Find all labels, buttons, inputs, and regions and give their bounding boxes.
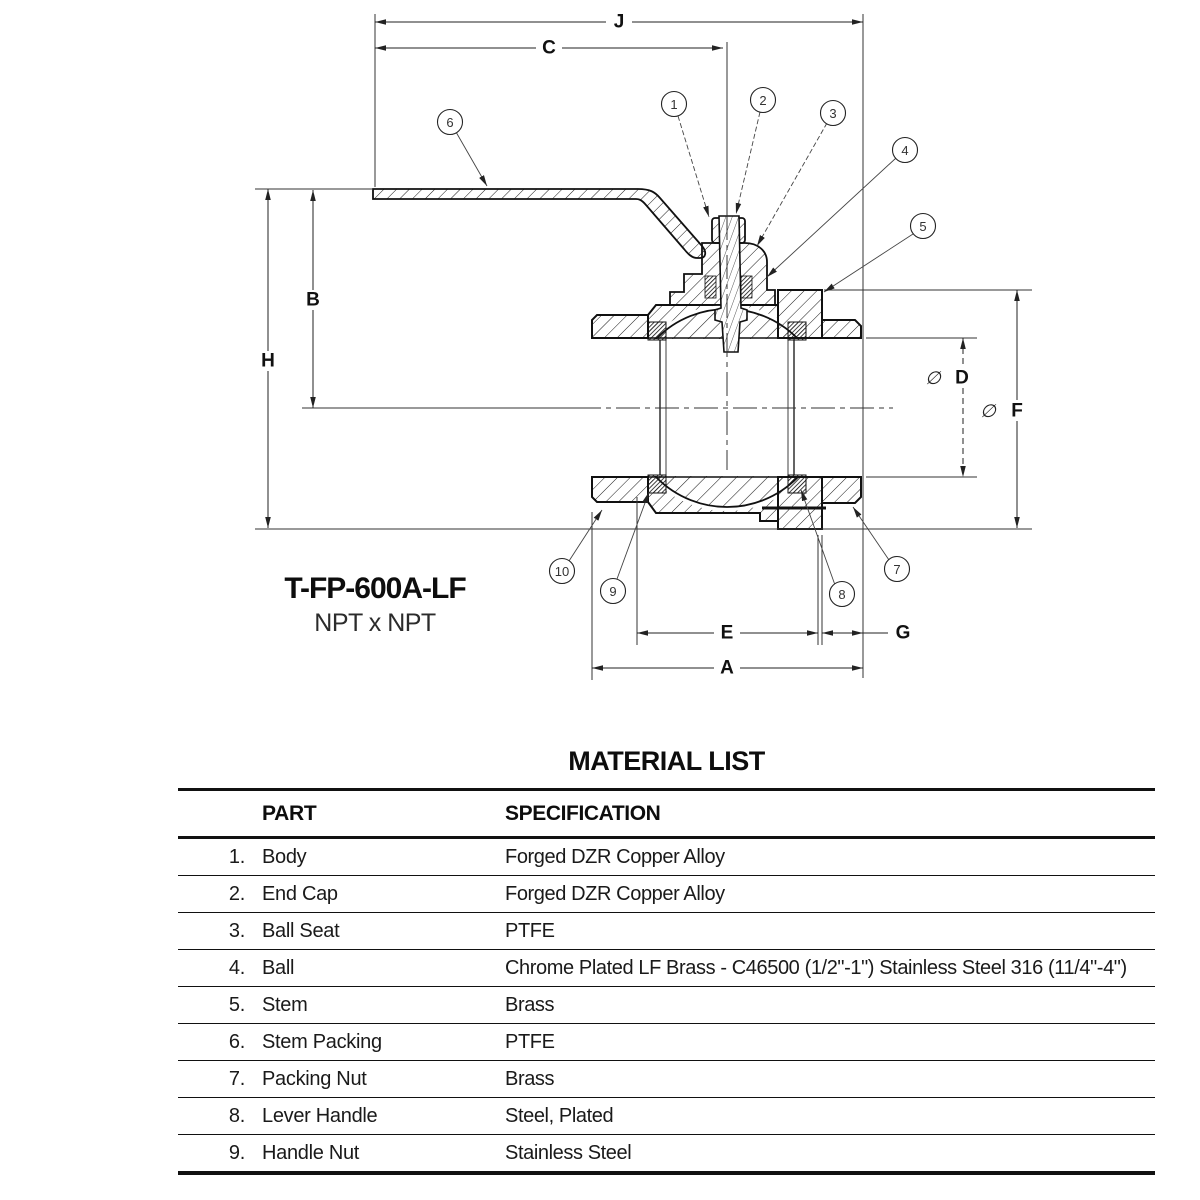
male-end-bottom-wall [822, 477, 861, 503]
dim-label-D: D [955, 367, 969, 389]
material-list-header-row [178, 791, 1155, 839]
stem-packing-right [741, 276, 752, 298]
table-row [178, 987, 1155, 1024]
table-row [178, 839, 1155, 876]
diameter-symbol-d: ∅ [925, 368, 941, 388]
row-part: Ball [262, 956, 295, 979]
row-part: End Cap [262, 882, 338, 905]
dim-label-E-group [714, 623, 740, 644]
row-part: Lever Handle [262, 1104, 378, 1127]
leader-4 [767, 158, 896, 277]
header-part: PART [262, 801, 317, 825]
row-number: 9. [228, 1141, 245, 1164]
callout-6 [438, 110, 463, 135]
dim-label-A: A [720, 657, 734, 679]
row-number: 7. [228, 1067, 245, 1090]
row-spec: Forged DZR Copper Alloy [505, 845, 725, 868]
dim-label-J: J [613, 11, 625, 33]
row-number: 5. [228, 993, 245, 1016]
table-row [178, 1135, 1155, 1171]
lever-handle [373, 189, 705, 258]
dim-label-G-group [890, 623, 916, 644]
table-row [178, 876, 1155, 913]
row-spec: PTFE [505, 919, 555, 942]
row-number: 6. [228, 1030, 245, 1053]
callout-4 [893, 138, 918, 163]
table-row [178, 913, 1155, 950]
row-spec: Brass [505, 993, 555, 1016]
row-number: 1. [228, 845, 245, 868]
dim-label-F-group [972, 400, 1032, 422]
dim-label-B: B [306, 289, 320, 311]
connection-type: NPT x NPT [314, 609, 436, 637]
callout-7-number: 7 [893, 562, 901, 577]
callout-3-number: 3 [829, 106, 837, 121]
title-block [245, 572, 505, 638]
leader-7 [853, 507, 889, 560]
row-number: 3. [228, 919, 245, 942]
callout-1 [662, 92, 687, 117]
row-spec: Stainless Steel [505, 1141, 632, 1164]
callout-10-number: 10 [554, 564, 570, 579]
end-cap-flange-bottom [778, 477, 822, 529]
leader-5 [824, 234, 913, 292]
row-spec: Steel, Plated [505, 1104, 614, 1127]
callout-2-number: 2 [759, 93, 767, 108]
dim-label-G: G [895, 622, 911, 644]
row-spec: PTFE [505, 1030, 555, 1053]
row-spec: Chrome Plated LF Brass - C46500 (1/2"-1") Stainless Steel 316 (11/4"-4") [505, 956, 1127, 979]
row-part: Packing Nut [262, 1067, 367, 1090]
leader-9 [617, 492, 649, 579]
dim-label-B-group [300, 290, 326, 311]
row-number: 4. [228, 956, 245, 979]
dim-label-A-group [714, 658, 740, 679]
stem-packing-left [705, 276, 716, 298]
callout-5-number: 5 [919, 219, 927, 234]
dim-label-J-group [606, 12, 632, 33]
dim-label-E: E [720, 622, 734, 644]
callout-6-number: 6 [446, 115, 454, 130]
dim-label-C-group [536, 38, 562, 59]
table-row [178, 1061, 1155, 1098]
row-part: Handle Nut [262, 1141, 360, 1164]
header-specification: SPECIFICATION [505, 801, 661, 825]
material-list-table [178, 788, 1155, 1175]
material-list-title: MATERIAL LIST [568, 746, 765, 776]
leader-10 [569, 510, 602, 561]
dim-label-H-group [255, 351, 281, 372]
callout-8 [830, 582, 855, 607]
model-number: T-FP-600A-LF [284, 572, 466, 605]
table-row [178, 950, 1155, 987]
ball-seat-bottom-left [648, 475, 666, 493]
dim-label-D-group [918, 367, 976, 389]
leader-2 [736, 112, 760, 214]
callout-5 [911, 214, 936, 239]
row-number: 2. [228, 882, 245, 905]
callout-8-number: 8 [838, 587, 846, 602]
table-row [178, 1098, 1155, 1135]
dim-label-F: F [1011, 400, 1023, 422]
leader-6 [456, 132, 487, 186]
callout-9 [601, 579, 626, 604]
left-socket-bottom-wall [592, 477, 648, 502]
callout-1-number: 1 [670, 97, 678, 112]
dim-label-H: H [261, 350, 275, 372]
ball-seat-top-left [648, 322, 666, 340]
callout-9-number: 9 [609, 584, 617, 599]
callout-3 [821, 101, 846, 126]
row-part: Ball Seat [262, 919, 340, 942]
diameter-symbol-f: ∅ [980, 401, 996, 421]
left-socket-top-wall [592, 315, 648, 338]
leader-1 [678, 116, 709, 217]
dim-label-C: C [542, 37, 556, 59]
row-part: Stem Packing [262, 1030, 382, 1053]
row-spec: Forged DZR Copper Alloy [505, 882, 725, 905]
male-end-top-wall [822, 320, 861, 338]
callout-2 [751, 88, 776, 113]
end-cap-flange-top [778, 290, 822, 338]
row-part: Stem [262, 993, 308, 1016]
callout-7 [885, 557, 910, 582]
callout-4-number: 4 [901, 143, 909, 158]
row-spec: Brass [505, 1067, 555, 1090]
leader-3 [757, 123, 827, 246]
callout-10 [550, 559, 575, 584]
table-row [178, 1024, 1155, 1061]
row-part: Body [262, 845, 307, 868]
row-number: 8. [228, 1104, 245, 1127]
